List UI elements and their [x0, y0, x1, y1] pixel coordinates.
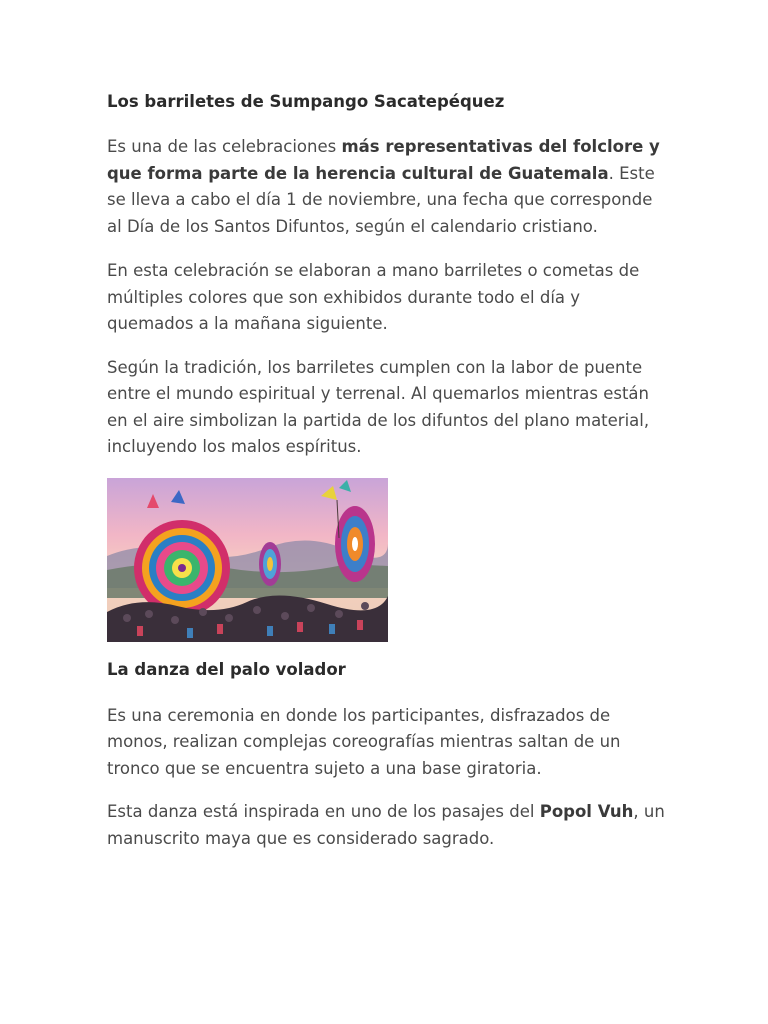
paragraph-text: , un manuscrito maya que es considerado sagrado.	[107, 802, 665, 848]
paragraph-text: . Este se lleva a cabo el día 1 de noviembre, una fecha que corresponde al Día de los Santos Difuntos, según el calendario cristiano.	[107, 163, 655, 236]
paragraph-barriletes-intro	[107, 134, 667, 240]
paragraph-barriletes-elaboration: En esta celebración se elaboran a mano barriletes o cometas de múltiples colores que son exhibidos durante todo el día y quemados a la mañana siguiente.	[107, 261, 640, 333]
paragraph-text: Esta danza está inspirada en uno de los pasajes del	[107, 802, 540, 821]
kite-large-left	[134, 520, 230, 616]
paragraph-palo-volador-description: Es una ceremonia en donde los participantes, disfrazados de monos, realizan complejas coreografías mientras saltan de un tronco que se encuentra sujeto a una base giratoria.	[107, 705, 621, 778]
paragraph-palo-volador-popol-vuh	[107, 799, 667, 852]
article-content	[107, 88, 667, 852]
section-heading-palo-volador: La danza del palo volador	[107, 659, 346, 679]
paragraph-text: Es una de las celebraciones	[107, 137, 342, 156]
paragraph-barriletes-tradition: Según la tradición, los barriletes cumplen con la labor de puente entre el mundo espiritual y terrenal. Al quemarlos mientras están en el aire simbolizan la partida de los difuntos del plano material, incluyendo los malos espíritus.	[107, 357, 650, 456]
section-heading-barriletes: Los barriletes de Sumpango Sacatepéquez	[107, 92, 505, 111]
kite-small-center	[259, 542, 281, 586]
barriletes-photo	[107, 478, 388, 642]
kite-right	[335, 506, 375, 582]
bold-text: más representativas del folclore y que forma parte de la herencia cultural de Guatemala	[107, 137, 660, 183]
bold-text: Popol Vuh	[539, 802, 634, 821]
